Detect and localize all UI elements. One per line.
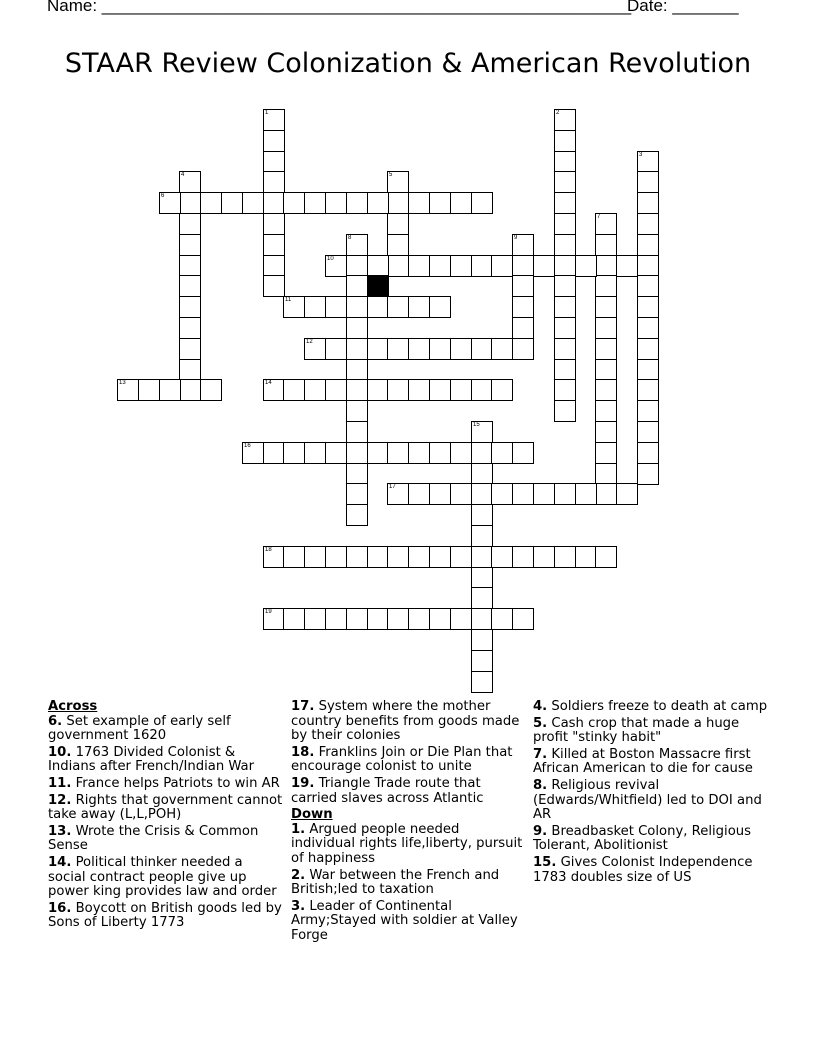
grid-cell[interactable] — [325, 255, 347, 277]
grid-cell[interactable] — [387, 608, 409, 630]
grid-cell[interactable] — [616, 483, 638, 505]
grid-cell[interactable] — [637, 379, 659, 401]
grid-cell[interactable] — [512, 317, 534, 339]
grid-cell[interactable] — [554, 317, 576, 339]
black-cell — [367, 275, 389, 297]
grid-cell[interactable] — [595, 463, 617, 485]
clue-number: 11 — [285, 297, 292, 303]
grid-cell[interactable] — [471, 338, 493, 360]
across-heading: Across — [48, 699, 98, 714]
grid-cell[interactable] — [200, 379, 222, 401]
grid-cell[interactable] — [346, 400, 368, 422]
grid-cell[interactable] — [179, 213, 201, 235]
clue-number: 9 — [514, 235, 518, 241]
grid-cell[interactable] — [512, 255, 534, 277]
grid-cell[interactable] — [595, 421, 617, 443]
grid-cell[interactable] — [554, 379, 576, 401]
date-field-label: Date: _______ — [627, 0, 739, 15]
grid-cell[interactable] — [471, 525, 493, 547]
grid-cell[interactable] — [283, 442, 305, 464]
grid-cell[interactable] — [283, 546, 305, 568]
grid-cell[interactable] — [595, 255, 617, 277]
grid-cell[interactable] — [512, 442, 534, 464]
grid-cell[interactable] — [512, 275, 534, 297]
grid-cell[interactable] — [512, 546, 534, 568]
clue-down-9: 9. Breadbasket Colony, Religious Tolerant, Abolitionist — [533, 823, 751, 854]
grid-cell[interactable] — [450, 338, 472, 360]
grid-cell[interactable] — [637, 442, 659, 464]
grid-cell[interactable] — [637, 213, 659, 235]
grid-cell[interactable] — [450, 483, 472, 505]
grid-cell[interactable] — [554, 192, 576, 214]
grid-cell[interactable] — [554, 151, 576, 173]
clue-across-10: 10. 1763 Divided Colonist & Indians after French/Indian War — [48, 744, 255, 775]
clue-down-15: 15. Gives Colonist Independence 1783 doubles size of US — [533, 854, 753, 885]
grid-cell[interactable] — [408, 442, 430, 464]
grid-cell[interactable] — [637, 463, 659, 485]
grid-cell[interactable] — [387, 338, 409, 360]
grid-cell[interactable] — [637, 421, 659, 443]
grid-cell[interactable] — [471, 442, 493, 464]
grid-cell[interactable] — [450, 192, 472, 214]
grid-cell[interactable] — [387, 483, 409, 505]
grid-cell[interactable] — [179, 379, 201, 401]
grid-cell[interactable] — [263, 192, 285, 214]
grid-cell[interactable] — [554, 400, 576, 422]
grid-cell[interactable] — [554, 171, 576, 193]
grid-cell[interactable] — [179, 338, 201, 360]
grid-cell[interactable] — [637, 234, 659, 256]
grid-cell[interactable] — [263, 130, 285, 152]
grid-cell[interactable] — [159, 379, 181, 401]
grid-cell[interactable] — [408, 255, 430, 277]
grid-cell[interactable] — [429, 379, 451, 401]
grid-cell[interactable] — [263, 109, 285, 131]
grid-cell[interactable] — [325, 546, 347, 568]
grid-cell[interactable] — [283, 379, 305, 401]
clue-across-19: 19. Triangle Trade route that carried slaves across Atlantic — [291, 775, 484, 806]
grid-cell[interactable] — [575, 255, 597, 277]
clue-number: 2 — [556, 110, 560, 116]
grid-cell[interactable] — [595, 296, 617, 318]
grid-cell[interactable] — [346, 338, 368, 360]
grid-cell[interactable] — [595, 338, 617, 360]
grid-cell[interactable] — [471, 629, 493, 651]
clue-number: 15 — [473, 422, 480, 428]
clue-across-13: 13. Wrote the Crisis & Common Sense — [48, 823, 259, 854]
clue-number: 18 — [265, 547, 272, 553]
clue-across-17: 17. System where the mother country benefits from goods made by their colonies — [291, 699, 520, 744]
clue-across-12: 12. Rights that government cannot take away (L,L,POH) — [48, 792, 283, 823]
grid-cell[interactable] — [346, 546, 368, 568]
grid-cell[interactable] — [471, 379, 493, 401]
clue-down-4: 4. Soldiers freeze to death at camp — [533, 699, 768, 714]
grid-cell[interactable] — [533, 255, 555, 277]
grid-cell[interactable] — [408, 296, 430, 318]
grid-cell[interactable] — [450, 546, 472, 568]
clue-number: 3 — [639, 152, 643, 158]
clues-column-2 — [291, 700, 527, 946]
clue-number: 10 — [327, 256, 334, 262]
grid-cell[interactable] — [595, 400, 617, 422]
grid-cell[interactable] — [263, 608, 285, 630]
grid-cell[interactable] — [637, 338, 659, 360]
grid-cell[interactable] — [263, 546, 285, 568]
clue-down-2: 2. War between the French and British;led to taxation — [291, 867, 500, 898]
grid-cell[interactable] — [304, 192, 326, 214]
grid-cell[interactable] — [304, 379, 326, 401]
grid-cell[interactable] — [179, 192, 201, 214]
grid-cell[interactable] — [325, 608, 347, 630]
grid-cell[interactable] — [242, 442, 264, 464]
grid-cell[interactable] — [387, 213, 409, 235]
clue-number: 6 — [161, 193, 165, 199]
grid-cell[interactable] — [637, 275, 659, 297]
grid-cell[interactable] — [471, 671, 493, 693]
page-title: STAAR Review Colonization & American Revolution — [64, 48, 752, 79]
name-field-label: Name: ________________________________________________________ — [47, 0, 632, 15]
grid-cell[interactable] — [554, 213, 576, 235]
clue-down-8: 8. Religious revival (Edwards/Whitfield) led to DOI and AR — [533, 777, 762, 823]
grid-cell[interactable] — [429, 546, 451, 568]
grid-cell[interactable] — [554, 234, 576, 256]
grid-cell[interactable] — [263, 379, 285, 401]
grid-cell[interactable] — [387, 296, 409, 318]
grid-cell[interactable] — [346, 608, 368, 630]
grid-cell[interactable] — [179, 234, 201, 256]
grid-cell[interactable] — [491, 379, 513, 401]
grid-cell[interactable] — [304, 296, 326, 318]
clues-column-3 — [533, 700, 769, 887]
grid-cell[interactable] — [263, 151, 285, 173]
clue-across-6: 6. Set example of early self government 1620 — [48, 713, 231, 744]
grid-cell[interactable] — [159, 192, 181, 214]
grid-cell[interactable] — [263, 255, 285, 277]
grid-cell[interactable] — [471, 192, 493, 214]
grid-cell[interactable] — [471, 650, 493, 672]
grid-cell[interactable] — [637, 317, 659, 339]
grid-cell[interactable] — [346, 504, 368, 526]
grid-cell[interactable] — [512, 338, 534, 360]
grid-cell[interactable] — [346, 463, 368, 485]
grid-cell[interactable] — [491, 442, 513, 464]
grid-cell[interactable] — [325, 442, 347, 464]
clue-number: 13 — [119, 380, 126, 386]
grid-cell[interactable] — [595, 213, 617, 235]
grid-cell[interactable] — [304, 546, 326, 568]
grid-cell[interactable] — [325, 338, 347, 360]
grid-cell[interactable] — [554, 359, 576, 381]
grid-cell[interactable] — [387, 442, 409, 464]
grid-cell[interactable] — [554, 296, 576, 318]
grid-cell[interactable] — [367, 546, 389, 568]
grid-cell[interactable] — [179, 255, 201, 277]
grid-cell[interactable] — [304, 608, 326, 630]
grid-cell[interactable] — [263, 442, 285, 464]
grid-cell[interactable] — [471, 504, 493, 526]
grid-cell[interactable] — [367, 255, 389, 277]
clue-number: 16 — [244, 443, 251, 449]
grid-cell[interactable] — [595, 442, 617, 464]
clue-down-1: 1. Argued people needed individual rights life,liberty, pursuit of happiness — [291, 821, 523, 866]
grid-cell[interactable] — [471, 546, 493, 568]
grid-cell[interactable] — [387, 546, 409, 568]
grid-cell[interactable] — [595, 359, 617, 381]
grid-cell[interactable] — [346, 192, 368, 214]
grid-cell[interactable] — [346, 359, 368, 381]
grid-cell[interactable] — [387, 379, 409, 401]
grid-cell[interactable] — [554, 275, 576, 297]
clue-down-3: 3. Leader of Continental Army;Stayed with soldier at Valley Forge — [291, 898, 518, 943]
grid-cell[interactable] — [491, 483, 513, 505]
grid-cell[interactable] — [346, 317, 368, 339]
clue-across-11: 11. France helps Patriots to win AR — [48, 775, 280, 791]
grid-cell[interactable] — [512, 608, 534, 630]
grid-cell[interactable] — [637, 192, 659, 214]
clues-column-1 — [48, 700, 284, 933]
grid-cell[interactable] — [471, 463, 493, 485]
grid-cell[interactable] — [554, 483, 576, 505]
grid-cell[interactable] — [367, 338, 389, 360]
grid-cell[interactable] — [200, 192, 222, 214]
grid-cell[interactable] — [637, 151, 659, 173]
grid-cell[interactable] — [408, 338, 430, 360]
grid-cell[interactable] — [263, 171, 285, 193]
grid-cell[interactable] — [595, 546, 617, 568]
grid-cell[interactable] — [471, 608, 493, 630]
grid-cell[interactable] — [637, 255, 659, 277]
clue-down-7: 7. Killed at Boston Massacre first African American to die for cause — [533, 746, 753, 777]
grid-cell[interactable] — [242, 192, 264, 214]
grid-cell[interactable] — [325, 192, 347, 214]
grid-cell[interactable] — [616, 255, 638, 277]
grid-cell[interactable] — [595, 234, 617, 256]
grid-cell[interactable] — [325, 379, 347, 401]
grid-cell[interactable] — [491, 338, 513, 360]
grid-cell[interactable] — [429, 255, 451, 277]
grid-cell[interactable] — [367, 296, 389, 318]
grid-cell[interactable] — [429, 442, 451, 464]
grid-cell[interactable] — [491, 546, 513, 568]
grid-cell[interactable] — [179, 275, 201, 297]
grid-cell[interactable] — [595, 483, 617, 505]
grid-cell[interactable] — [221, 192, 243, 214]
clue-across-14: 14. Political thinker needed a social contract people give up power king provides law and order — [48, 854, 277, 900]
down-heading: Down — [291, 807, 333, 823]
clue-number: 8 — [348, 235, 352, 241]
grid-cell[interactable] — [595, 317, 617, 339]
grid-cell[interactable] — [429, 483, 451, 505]
grid-cell[interactable] — [491, 255, 513, 277]
grid-cell[interactable] — [554, 130, 576, 152]
grid-cell[interactable] — [450, 379, 472, 401]
grid-cell[interactable] — [450, 608, 472, 630]
grid-cell[interactable] — [512, 234, 534, 256]
grid-cell[interactable] — [471, 255, 493, 277]
grid-cell[interactable] — [471, 567, 493, 589]
grid-cell[interactable] — [637, 171, 659, 193]
clue-across-18: 18. Franklins Join or Die Plan that encourage colonist to unite — [291, 744, 513, 775]
clue-number: 4 — [181, 172, 185, 178]
grid-cell[interactable] — [346, 421, 368, 443]
grid-cell[interactable] — [304, 442, 326, 464]
grid-cell[interactable] — [408, 192, 430, 214]
grid-cell[interactable] — [429, 296, 451, 318]
clue-down-5: 5. Cash crop that made a huge profit "stinky habit" — [533, 715, 740, 746]
clue-number: 17 — [389, 484, 396, 490]
grid-cell[interactable] — [179, 171, 201, 193]
grid-cell[interactable] — [346, 275, 368, 297]
grid-cell[interactable] — [387, 192, 409, 214]
grid-cell[interactable] — [117, 379, 139, 401]
grid-cell[interactable] — [554, 255, 576, 277]
grid-cell[interactable] — [575, 546, 597, 568]
grid-cell[interactable] — [450, 442, 472, 464]
grid-cell[interactable] — [263, 275, 285, 297]
grid-cell[interactable] — [346, 255, 368, 277]
grid-cell[interactable] — [595, 275, 617, 297]
grid-cell[interactable] — [263, 213, 285, 235]
grid-cell[interactable] — [533, 483, 555, 505]
grid-cell[interactable] — [408, 379, 430, 401]
grid-cell[interactable] — [367, 379, 389, 401]
grid-cell[interactable] — [637, 359, 659, 381]
clue-number: 5 — [389, 172, 393, 178]
grid-cell[interactable] — [283, 192, 305, 214]
grid-cell[interactable] — [263, 234, 285, 256]
grid-cell[interactable] — [179, 359, 201, 381]
grid-cell[interactable] — [595, 379, 617, 401]
grid-cell[interactable] — [471, 421, 493, 443]
grid-cell[interactable] — [346, 234, 368, 256]
grid-cell[interactable] — [346, 379, 368, 401]
clue-number: 19 — [265, 609, 272, 615]
grid-cell[interactable] — [637, 400, 659, 422]
grid-cell[interactable] — [367, 608, 389, 630]
grid-cell[interactable] — [325, 296, 347, 318]
grid-cell[interactable] — [283, 296, 305, 318]
grid-cell[interactable] — [138, 379, 160, 401]
grid-cell[interactable] — [637, 296, 659, 318]
grid-cell[interactable] — [304, 338, 326, 360]
grid-cell[interactable] — [429, 338, 451, 360]
grid-cell[interactable] — [471, 483, 493, 505]
grid-cell[interactable] — [346, 296, 368, 318]
clue-number: 7 — [597, 214, 601, 220]
grid-cell[interactable] — [346, 442, 368, 464]
grid-cell[interactable] — [554, 338, 576, 360]
clue-number: 1 — [265, 110, 269, 116]
grid-cell[interactable] — [283, 608, 305, 630]
clue-number: 12 — [306, 339, 313, 345]
grid-cell[interactable] — [512, 296, 534, 318]
grid-cell[interactable] — [575, 483, 597, 505]
grid-cell[interactable] — [554, 546, 576, 568]
grid-cell[interactable] — [367, 192, 389, 214]
clue-across-16: 16. Boycott on British goods led by Sons of Liberty 1773 — [48, 900, 282, 931]
grid-cell[interactable] — [179, 296, 201, 318]
grid-cell[interactable] — [408, 546, 430, 568]
grid-cell[interactable] — [387, 255, 409, 277]
grid-cell[interactable] — [512, 483, 534, 505]
grid-cell[interactable] — [387, 234, 409, 256]
grid-cell[interactable] — [408, 483, 430, 505]
grid-cell[interactable] — [533, 546, 555, 568]
grid-cell[interactable] — [367, 442, 389, 464]
grid-cell[interactable] — [554, 109, 576, 131]
grid-cell[interactable] — [346, 483, 368, 505]
grid-cell[interactable] — [429, 608, 451, 630]
grid-cell[interactable] — [179, 317, 201, 339]
clue-number: 14 — [265, 380, 272, 386]
grid-cell[interactable] — [471, 587, 493, 609]
grid-cell[interactable] — [408, 608, 430, 630]
grid-cell[interactable] — [429, 192, 451, 214]
grid-cell[interactable] — [491, 608, 513, 630]
grid-cell[interactable] — [450, 255, 472, 277]
grid-cell[interactable] — [387, 171, 409, 193]
